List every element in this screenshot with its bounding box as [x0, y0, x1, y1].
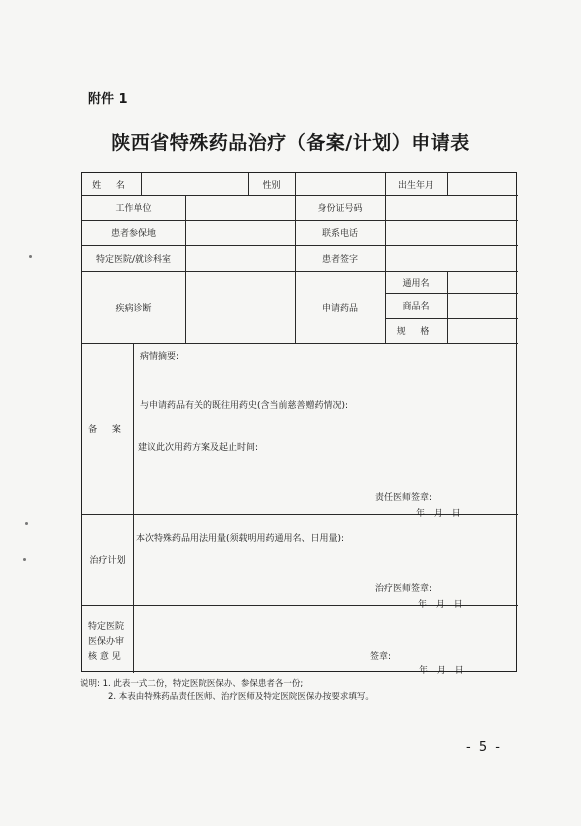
work-unit-label: 工作单位: [115, 204, 152, 214]
insured-place-label: 患者参保地: [110, 229, 156, 239]
treating-doctor-signature-label: 治疗医师签章:: [375, 584, 433, 594]
id-number-field[interactable]: [385, 195, 518, 220]
responsible-doctor-signature-label: 责任医师签章:: [375, 493, 433, 503]
spec-label: 规 格: [396, 327, 436, 337]
birth-field[interactable]: [447, 173, 518, 195]
note-line-1: 说明: 1. 此表一式二份，特定医院医保办、参保患者各一份;: [80, 679, 304, 689]
condition-summary-label: 病情摘要:: [140, 352, 180, 362]
gender-label: 性别: [262, 180, 281, 191]
scan-speck: [29, 255, 32, 258]
opinion-date: 年 月 日: [419, 666, 467, 676]
filing-date: 年 月 日: [416, 509, 464, 519]
treatment-plan-label: 治疗计划: [89, 556, 126, 566]
diagnosis-label: 疾病诊断: [115, 303, 152, 314]
trade-name-field[interactable]: [447, 293, 518, 318]
opinion-label-line3: 核 意 见: [88, 652, 121, 662]
birth-label: 出生年月: [397, 180, 434, 191]
diagnosis-field[interactable]: [185, 271, 295, 343]
scan-speck: [23, 558, 26, 561]
filing-label: 备 案: [88, 425, 127, 435]
medication-history-label: 与申请药品有关的既往用药史(含当前慈善赠药情况):: [140, 401, 349, 411]
trade-name-label: 商品名: [402, 302, 430, 312]
application-form-table: [81, 172, 517, 676]
id-number-label: 身份证号码: [317, 204, 363, 214]
page-title: 陕西省特殊药品治疗（备案/计划）申请表: [111, 132, 470, 154]
dosage-label: 本次特殊药品用法用量(须载明用药通用名、日用量):: [136, 534, 345, 544]
drug-label: 申请药品: [321, 303, 358, 314]
medication-plan-label: 建议此次用药方案及起止时间:: [138, 443, 259, 453]
seal-label: 签章:: [370, 652, 392, 662]
plan-date: 年 月 日: [418, 600, 466, 610]
page-number: - 5 -: [466, 740, 502, 755]
patient-signature-field[interactable]: [385, 245, 518, 271]
contact-phone-label: 联系电话: [321, 229, 358, 239]
generic-name-field[interactable]: [447, 271, 518, 293]
scan-speck: [25, 522, 28, 525]
contact-phone-field[interactable]: [385, 220, 518, 245]
note-line-2: 2. 本表由特殊药品责任医师、治疗医师及特定医院医保办按要求填写。: [108, 692, 374, 702]
name-field[interactable]: [141, 173, 248, 195]
hospital-department-field[interactable]: [185, 245, 295, 271]
gender-field[interactable]: [295, 173, 385, 195]
spec-field[interactable]: [447, 318, 518, 343]
patient-signature-label: 患者签字: [321, 254, 358, 265]
attachment-label: 附件 1: [88, 92, 128, 107]
opinion-label-line2: 医保办审: [88, 637, 125, 647]
hospital-department-label: 特定医院/就诊科室: [95, 254, 172, 265]
form-notes: [80, 678, 374, 704]
opinion-label-line1: 特定医院: [88, 622, 125, 632]
insured-place-field[interactable]: [185, 220, 295, 245]
work-unit-field[interactable]: [185, 195, 295, 220]
generic-name-label: 通用名: [402, 278, 430, 289]
name-label: 姓 名: [92, 180, 131, 191]
